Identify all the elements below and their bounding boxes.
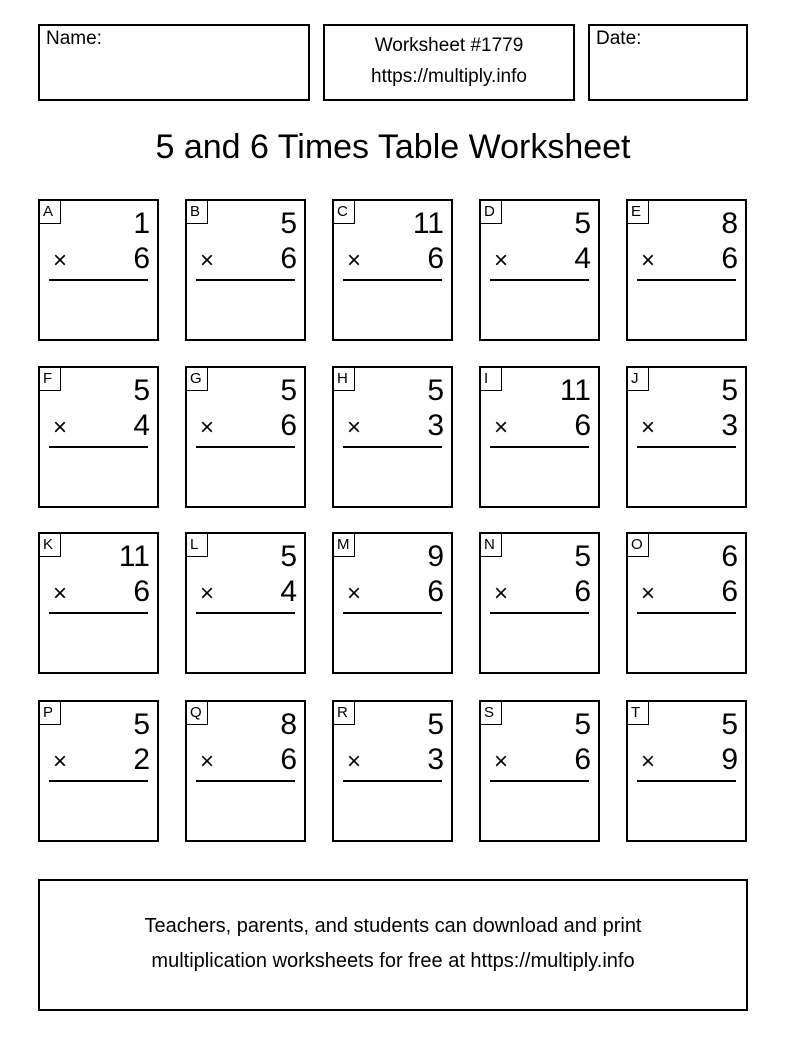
problem-card (626, 532, 747, 674)
problem-multiplier: 6 (721, 242, 738, 275)
problem-multiplicand: 8 (721, 207, 738, 240)
problem-card (479, 700, 600, 842)
answer-line (490, 279, 589, 281)
problem-multiplicand: 5 (133, 708, 150, 741)
worksheet-number: Worksheet #1779 (374, 35, 524, 56)
problem-card (626, 366, 747, 508)
problem-letter: A (40, 201, 61, 224)
problem-letter: Q (187, 702, 208, 725)
problem-multiplicand: 5 (721, 374, 738, 407)
problem-multiplier: 4 (133, 409, 150, 442)
answer-line (637, 446, 736, 448)
date-box (588, 24, 748, 101)
problem-multiplier: 6 (280, 242, 297, 275)
answer-line (196, 446, 295, 448)
problem-card (185, 199, 306, 341)
times-sign: × (200, 580, 215, 607)
problem-letter: N (481, 534, 502, 557)
problem-multiplicand: 5 (721, 708, 738, 741)
problem-multiplier: 6 (721, 575, 738, 608)
times-sign: × (200, 247, 215, 274)
problem-multiplicand: 5 (280, 374, 297, 407)
problem-letter: E (628, 201, 649, 224)
times-sign: × (347, 414, 362, 441)
times-sign: × (53, 414, 68, 441)
problem-multiplicand: 5 (427, 374, 444, 407)
footer-box (38, 879, 748, 1011)
problem-card (626, 199, 747, 341)
page-title: 5 and 6 Times Table Worksheet (155, 128, 631, 166)
problem-letter: P (40, 702, 61, 725)
problem-multiplier: 4 (280, 575, 297, 608)
problem-multiplicand: 9 (427, 540, 444, 573)
answer-line (196, 612, 295, 614)
answer-line (49, 612, 148, 614)
problem-multiplicand: 5 (574, 708, 591, 741)
worksheet-url: https://multiply.info (371, 66, 527, 87)
name-label: Name: (46, 28, 102, 49)
problem-letter: B (187, 201, 208, 224)
problem-multiplier: 6 (574, 409, 591, 442)
problem-multiplier: 3 (721, 409, 738, 442)
problem-multiplier: 6 (427, 575, 444, 608)
problem-letter: O (628, 534, 649, 557)
times-sign: × (494, 748, 509, 775)
problem-letter: M (334, 534, 355, 557)
times-sign: × (53, 580, 68, 607)
worksheet-info-box (323, 24, 575, 101)
problem-card (332, 532, 453, 674)
problem-card (38, 199, 159, 341)
times-sign: × (200, 748, 215, 775)
answer-line (490, 780, 589, 782)
problem-multiplicand: 11 (118, 540, 150, 573)
times-sign: × (347, 748, 362, 775)
answer-line (343, 279, 442, 281)
problem-multiplier: 6 (427, 242, 444, 275)
footer-line-1: Teachers, parents, and students can download and print (144, 915, 642, 937)
problem-multiplier: 6 (574, 575, 591, 608)
problem-multiplicand: 5 (574, 540, 591, 573)
answer-line (343, 446, 442, 448)
problem-card (479, 532, 600, 674)
answer-line (637, 279, 736, 281)
problem-letter: I (481, 368, 502, 391)
problem-card (185, 700, 306, 842)
problem-letter: G (187, 368, 208, 391)
times-sign: × (494, 247, 509, 274)
problem-card (332, 199, 453, 341)
times-sign: × (641, 580, 656, 607)
problem-letter: F (40, 368, 61, 391)
times-sign: × (641, 414, 656, 441)
problem-multiplicand: 6 (721, 540, 738, 573)
name-box (38, 24, 310, 101)
problem-card (185, 366, 306, 508)
times-sign: × (494, 580, 509, 607)
answer-line (637, 780, 736, 782)
problem-card (185, 532, 306, 674)
problem-multiplier: 6 (280, 409, 297, 442)
problem-card (479, 199, 600, 341)
problem-multiplier: 2 (133, 743, 150, 776)
times-sign: × (641, 748, 656, 775)
problem-multiplicand: 5 (574, 207, 591, 240)
answer-line (490, 612, 589, 614)
problem-multiplier: 3 (427, 409, 444, 442)
answer-line (49, 780, 148, 782)
times-sign: × (53, 748, 68, 775)
problem-multiplier: 9 (721, 743, 738, 776)
problem-card (332, 700, 453, 842)
answer-line (490, 446, 589, 448)
footer-line-2: multiplication worksheets for free at https://multiply.info (151, 950, 635, 972)
times-sign: × (641, 247, 656, 274)
times-sign: × (347, 580, 362, 607)
answer-line (343, 612, 442, 614)
answer-line (637, 612, 736, 614)
problem-card (38, 700, 159, 842)
problem-card (332, 366, 453, 508)
answer-line (196, 780, 295, 782)
problem-letter: H (334, 368, 355, 391)
problem-multiplicand: 8 (280, 708, 297, 741)
times-sign: × (200, 414, 215, 441)
problem-multiplicand: 5 (280, 207, 297, 240)
times-sign: × (494, 414, 509, 441)
problem-card (38, 366, 159, 508)
date-label: Date: (596, 28, 642, 49)
problem-multiplier: 3 (427, 743, 444, 776)
problem-multiplier: 4 (574, 242, 591, 275)
problem-multiplier: 6 (133, 242, 150, 275)
problem-letter: R (334, 702, 355, 725)
problem-letter: K (40, 534, 61, 557)
problem-card (626, 700, 747, 842)
problem-letter: D (481, 201, 502, 224)
problem-letter: S (481, 702, 502, 725)
problem-multiplier: 6 (280, 743, 297, 776)
problem-letter: J (628, 368, 649, 391)
times-sign: × (53, 247, 68, 274)
problem-card (479, 366, 600, 508)
problem-multiplicand: 5 (280, 540, 297, 573)
answer-line (196, 279, 295, 281)
answer-line (343, 780, 442, 782)
problem-multiplicand: 11 (412, 207, 444, 240)
problem-card (38, 532, 159, 674)
problem-letter: L (187, 534, 208, 557)
problem-multiplier: 6 (574, 743, 591, 776)
problem-letter: C (334, 201, 355, 224)
times-sign: × (347, 247, 362, 274)
answer-line (49, 279, 148, 281)
problem-multiplicand: 11 (559, 374, 591, 407)
problem-multiplicand: 5 (133, 374, 150, 407)
problem-multiplicand: 1 (133, 207, 150, 240)
problem-letter: T (628, 702, 649, 725)
problem-multiplier: 6 (133, 575, 150, 608)
problem-multiplicand: 5 (427, 708, 444, 741)
answer-line (49, 446, 148, 448)
